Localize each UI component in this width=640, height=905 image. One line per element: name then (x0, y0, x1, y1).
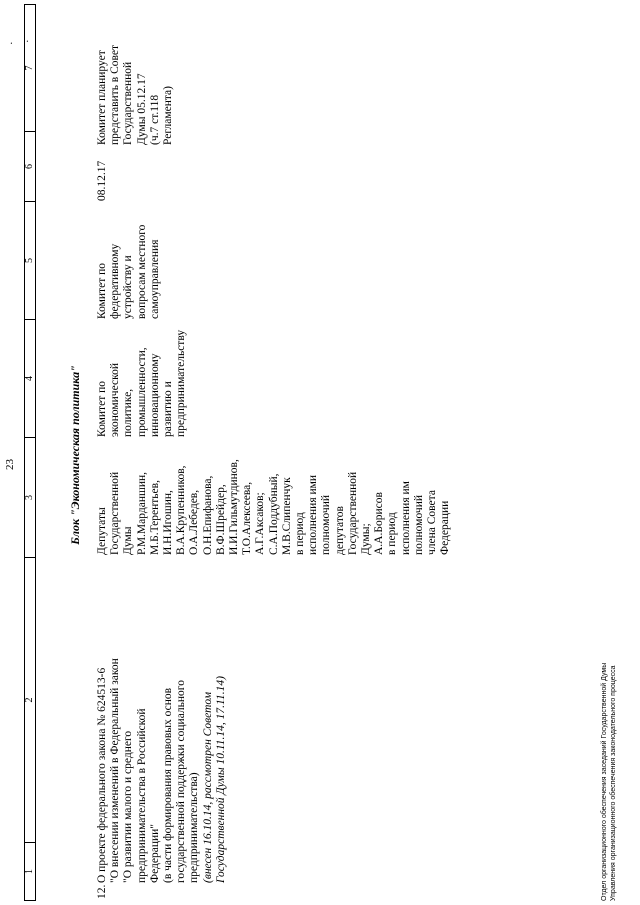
bill-title-line: Федерации" (148, 823, 161, 883)
responsible-committee (96, 325, 188, 437)
bill-title-line: "О развитии малого и среднего (122, 730, 135, 883)
committee-line: промышленности, (135, 347, 148, 437)
committee-line: экономической (109, 363, 122, 437)
footer-line: Отдел организационного обеспечения заседаний Государственной Думы (601, 662, 608, 901)
bill-title (96, 583, 228, 883)
author-line: Думы (122, 526, 135, 555)
author-line: полномочий (320, 495, 333, 555)
co-executor-line: вопросам местного (135, 224, 148, 319)
footer-line: Управления организационного обеспечения законодательного процесса (610, 665, 617, 901)
author-line: А.А.Борисов (373, 492, 386, 555)
author-line: М.Б.Терентьев, (148, 480, 161, 555)
row-number: 12. (96, 884, 108, 899)
author-line: Думы; (360, 523, 373, 555)
author-line: в период (294, 512, 307, 555)
note (96, 17, 175, 145)
author-line: А.Г.Аксаков; (254, 492, 267, 555)
author-line: И.И.Гильмутдинов, (228, 459, 241, 555)
author-line: Государственной (346, 471, 359, 555)
co-executor-line: устройству и (122, 255, 135, 319)
author-line: В.Ф.Шрейдер, (214, 484, 227, 555)
committee-line: инновационному (148, 353, 161, 437)
author-line: Государственной (109, 471, 122, 555)
author-line: Депутаты (96, 507, 108, 555)
author-line: Федерации (439, 500, 452, 555)
bill-title-line: предпринимательства) (188, 772, 201, 883)
bill-title-line: государственной поддержки социального (175, 680, 188, 883)
co-executor-line: федеративному (109, 243, 122, 319)
note-line: (ч.7 ст.118 (148, 94, 161, 145)
column-number: 5 (25, 201, 35, 319)
page-number: 23 (4, 459, 16, 470)
footer (600, 663, 618, 901)
bill-title-line: О проекте федерального закона № 624513-6 (96, 667, 108, 883)
column-number: 3 (25, 437, 35, 557)
column-number: 7 (24, 65, 35, 71)
bill-title-line: (в части формирования правовых основ (162, 687, 175, 883)
note-line: Думы 05.12.17 (135, 73, 148, 145)
author-line: С.А.Поддубный, (267, 473, 280, 555)
column-number: 6 (25, 131, 35, 201)
author-line: Р.М.Марданшин, (135, 471, 148, 555)
block-title: Блок "Экономическая политика" (68, 365, 82, 545)
committee-line: развитию и (162, 381, 175, 437)
author-line: исполнения им (399, 481, 412, 555)
note-line: Комитет планирует (96, 50, 108, 145)
author-line: члена Совета (426, 490, 439, 555)
note-line: Государственной (122, 61, 135, 145)
author-line: О.Н.Епифанова, (201, 475, 214, 555)
committee-line: предпринимательству (175, 329, 188, 437)
author-line: полномочий (412, 495, 425, 555)
author-line: депутатов (333, 506, 346, 555)
committee-line: политике, (122, 388, 135, 437)
column-number: 1 (25, 842, 35, 900)
bill-title-line: предпринимательства в Российской (135, 708, 148, 883)
author-line: В.А.Крупенников, (175, 465, 188, 555)
author-line: М.В.Слипенчук (280, 477, 293, 555)
column-number: 4 (25, 319, 35, 437)
bill-status-line: (внесен 16.10.14, рассмотрен Советом (201, 691, 214, 883)
author-line: в период (386, 512, 399, 555)
committee-line: Комитет по (96, 381, 108, 437)
corner-mark: · (22, 39, 34, 43)
note-line: представить в Совет (109, 44, 122, 145)
note-line: Регламента) (162, 86, 175, 145)
co-executor-committee (96, 207, 162, 319)
author-line: Т.О.Алексеева, (241, 481, 254, 555)
bill-title-line: "О внесении изменений в Федеральный закон (109, 658, 122, 883)
co-executor-line: самоуправления (148, 239, 161, 319)
bill-status-line: Государственной Думы 10.11.14, 17.11.14) (214, 676, 227, 883)
authors-list (96, 440, 452, 555)
column-number-header (24, 4, 36, 901)
deadline-date: 08.12.17 (96, 160, 108, 201)
author-line: И.Н.Игошин, (162, 490, 175, 555)
author-line: О.А.Лебедев, (188, 489, 201, 555)
author-line: исполнения ими (307, 474, 320, 555)
co-executor-line: Комитет по (96, 263, 108, 319)
corner-mark: · (6, 41, 18, 45)
column-number: 2 (25, 557, 35, 842)
